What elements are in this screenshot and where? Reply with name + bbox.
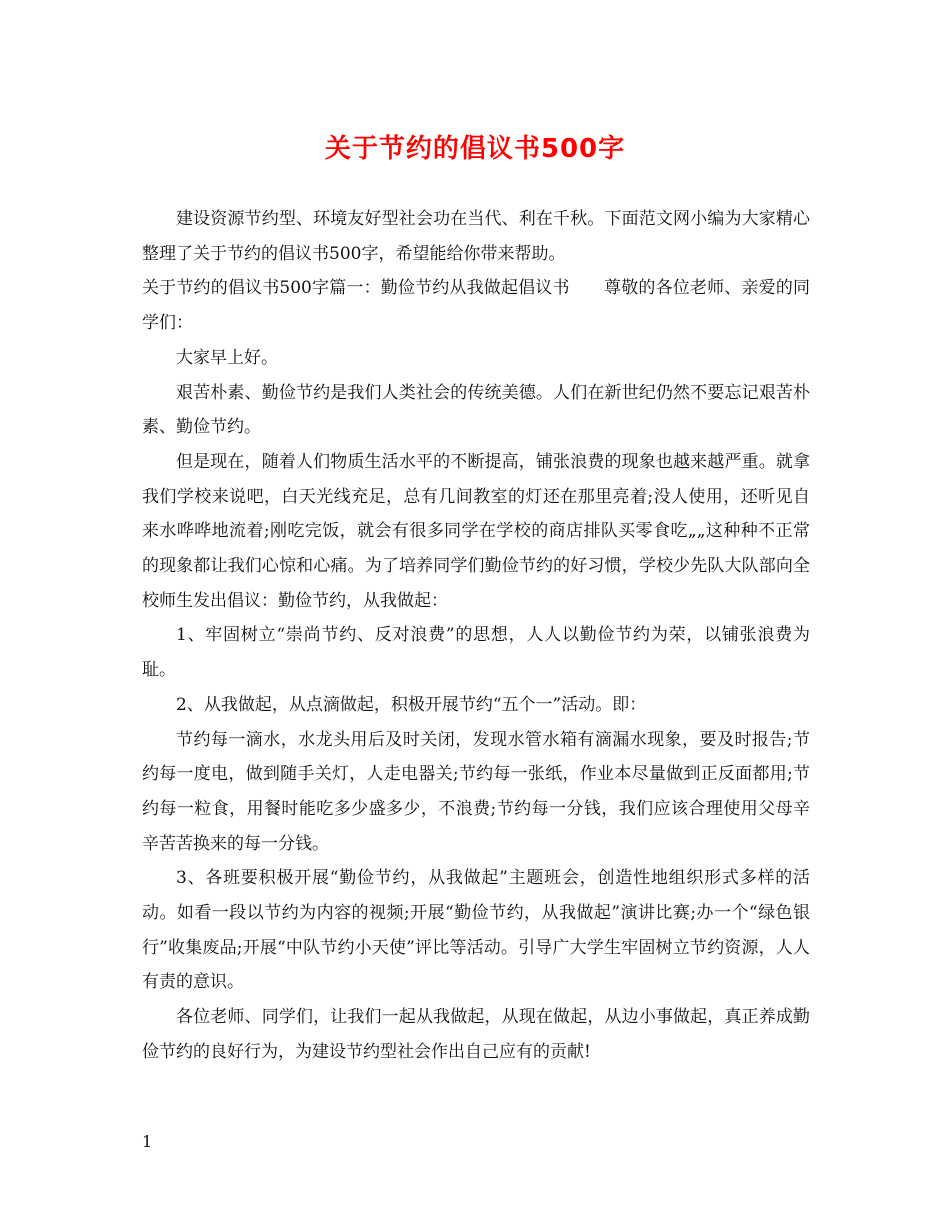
page-number: 1 bbox=[142, 1132, 153, 1151]
document-title: 关于节约的倡议书500字 bbox=[324, 134, 626, 164]
body-paragraph: 艰苦朴素、勤俭节约是我们人类社会的传统美德。人们在新世纪仍然不要忘记艰苦朴素、勤俭节约。 bbox=[142, 382, 810, 438]
body-paragraph: 3、各班要积极开展“勤俭节约，从我做起”主题班会，创造性地组织形式多样的活动。如看一段以节约为内容的视频;开展“勤俭节约，从我做起”演讲比赛;办一个“绿色银行”收集废品;开展“中队节约小天使”评比等活动。引导广大学生牢固树立节约资源，人人有责的意识。 bbox=[142, 868, 810, 993]
body-paragraph: 建设资源节约型、环境友好型社会功在当代、利在千秋。下面范文网小编为大家精心整理了关于节约的倡议书500字，希望能给你带来帮助。 bbox=[142, 209, 810, 264]
body-paragraph: 关于节约的倡议书500字篇一：勤俭节约从我做起倡议书 尊敬的各位老师、亲爱的同学们： bbox=[142, 278, 810, 334]
body-paragraph: 1、牢固树立“崇尚节约、反对浪费”的思想，人人以勤俭节约为荣，以铺张浪费为耻。 bbox=[142, 625, 810, 681]
body-paragraph: 但是现在，随着人们物质生活水平的不断提高，铺张浪费的现象也越来越严重。就拿我们学校来说吧，白天光线充足，总有几间教室的灯还在那里亮着;没人使用，还听见自来水哗哗地流着;刚吃完饭，就会有很多同学在学校的商店排队买零食吃„„这种种不正常的现象都让我们心惊和心痛。为了培养同学们勤俭节约的好习惯，学校少先队大队部向全校师生发出倡议：勤俭节约，从我做起： bbox=[142, 451, 810, 611]
body-paragraph: 各位老师、同学们，让我们一起从我做起，从现在做起，从边小事做起，真正养成勤俭节约的良好行为，为建设节约型社会作出自己应有的贡献! bbox=[142, 1007, 810, 1062]
body-paragraph: 大家早上好。 bbox=[176, 347, 278, 368]
body-paragraph: 节约每一滴水，水龙头用后及时关闭，发现水管水箱有滴漏水现象，要及时报告;节约每一度电，做到随手关灯，人走电器关;节约每一张纸，作业本尽量做到正反面都用;节约每一粒食，用餐时能吃多少盛多少，不浪费;节约每一分钱，我们应该合理使用父母辛辛苦苦换来的每一分钱。 bbox=[142, 729, 810, 854]
document-body bbox=[142, 202, 810, 1070]
body-paragraph: 2、从我做起，从点滴做起，积极开展节约“五个一”活动。即： bbox=[176, 694, 647, 715]
